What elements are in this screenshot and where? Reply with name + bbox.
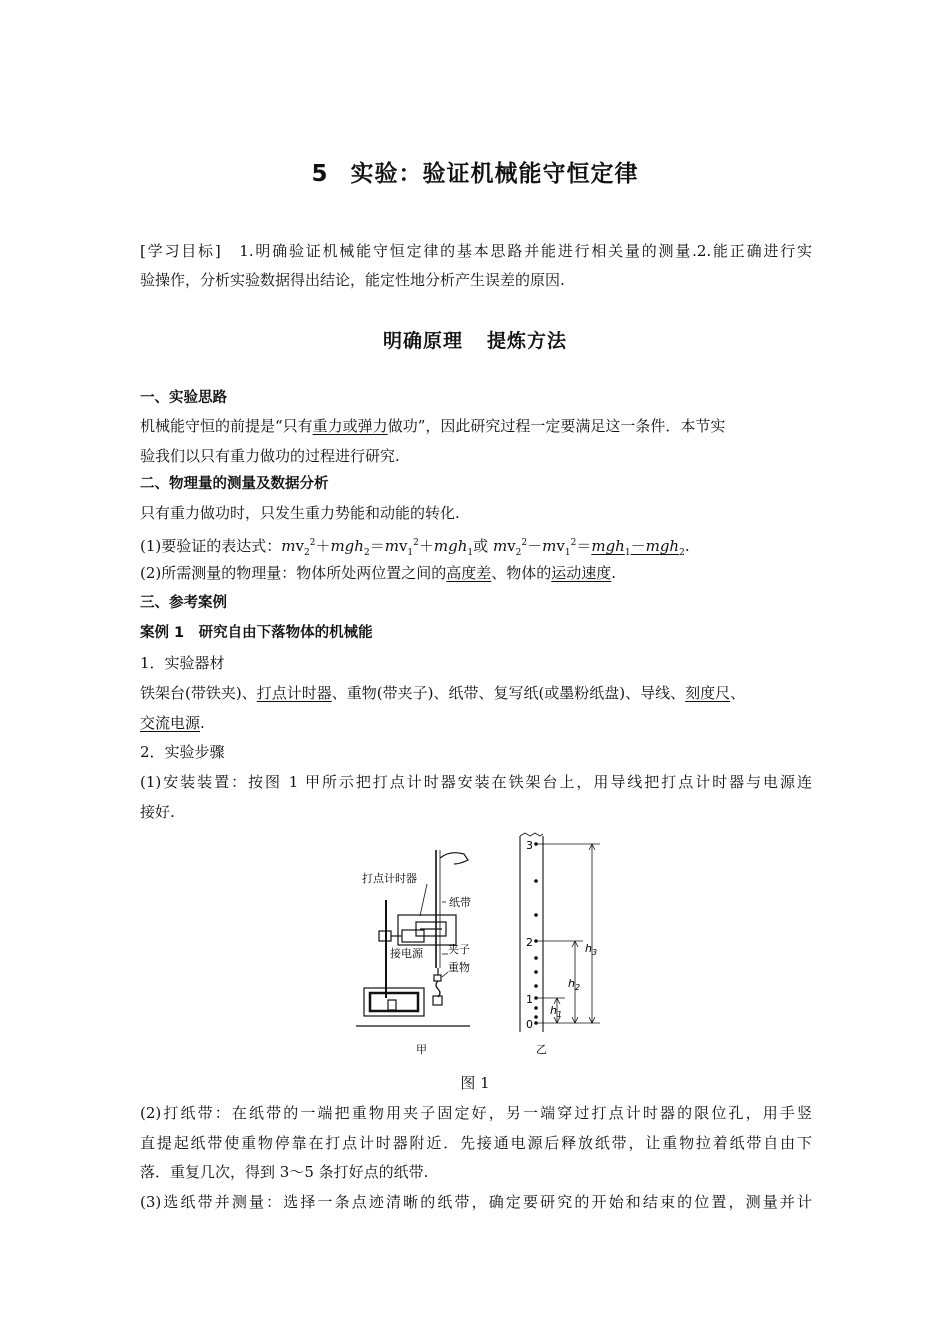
idea-line-2: 验我们以只有重力做功的过程进行研究. <box>140 447 400 465</box>
step-1-line-2: 接好. <box>140 803 175 821</box>
weight <box>433 996 442 1005</box>
label-tape: 纸带 <box>449 896 471 909</box>
label-yi: 乙 <box>536 1043 547 1056</box>
case-1-title: 案例 1 研究自由下落物体的机械能 <box>140 625 373 641</box>
formula-line: (1)要验证的表达式：$mv_2^2+mgh_2=mv_1^2+mgh_1$或 $mv_2^2-mv_1^2=mgh_1-mgh_2$. <box>140 537 690 558</box>
step-2-line-1: (2)打纸带：在纸带的一端把重物用夹子固定好，另一端穿过打点计时器的限位孔，用手竖 <box>140 1104 812 1122</box>
figure-1 <box>350 830 620 1060</box>
label-weight: 重物 <box>448 961 470 974</box>
label-h1: $h_1$ <box>550 1004 563 1019</box>
heading-reference-cases: 三、参考案例 <box>140 595 227 611</box>
tape-number-3: 3 <box>526 839 533 852</box>
step-3-line-1: (3)选纸带并测量：选择一条点迹清晰的纸带，确定要研究的开始和结束的位置，测量并计 <box>140 1193 812 1211</box>
figure-caption: 图 1 <box>460 1074 490 1092</box>
objectives-line-1: [学习目标] 1.明确验证机械能守恒定律的基本思路并能进行相关量的测量.2.能正确进行实 <box>140 242 812 260</box>
section-title-right: 提炼方法 <box>487 330 568 352</box>
idea-line-1: 机械能守恒的前提是“只有重力或弹力做功”，因此研究过程一定要满足这一条件．本节实 <box>140 417 726 435</box>
base-block <box>388 1000 396 1010</box>
equipment-line-2: 交流电源. <box>140 714 205 732</box>
label-h2: $h_2$ <box>568 977 581 992</box>
clip-hook <box>436 981 440 997</box>
tape-number-2: 2 <box>526 936 533 949</box>
label-power: 接电源 <box>390 947 423 960</box>
heading-experiment-idea: 一、实验思路 <box>140 390 227 406</box>
step-1-line-1: (1)安装装置：按图 1 甲所示把打点计时器安装在铁架台上，用导线把打点计时器与电源连 <box>140 773 812 791</box>
equipment-line-1: 铁架台(带铁夹)、打点计时器、重物(带夹子)、纸带、复写纸(或墨粉纸盘)、导线、刻度尺、 <box>140 684 746 702</box>
clip <box>434 975 441 981</box>
label-clip: 夹子 <box>448 943 470 956</box>
figure-1-drawing <box>350 830 620 1060</box>
label-h3: $h_3$ <box>585 942 598 957</box>
tape-number-1: 1 <box>526 993 533 1006</box>
objectives-line-2: 验操作，分析实验数据得出结论，能定性地分析产生误差的原因. <box>140 271 565 289</box>
label-timer: 打点计时器 <box>362 872 417 885</box>
label-jia: 甲 <box>416 1043 427 1056</box>
step-2-line-3: 落．重复几次，得到 3～5 条打好点的纸带. <box>140 1163 429 1181</box>
tape-dots <box>534 842 538 1025</box>
title-number: 5 <box>311 161 329 187</box>
heading-measurement: 二、物理量的测量及数据分析 <box>140 476 329 492</box>
section-title <box>0 326 950 353</box>
hand <box>440 853 468 864</box>
equipment-heading: 1．实验器材 <box>140 654 225 672</box>
section-title-left: 明确原理 <box>382 330 463 352</box>
measurement-line-3: (2)所需测量的物理量：物体所处两位置之间的高度差、物体的运动速度. <box>140 564 617 582</box>
measurement-line-1: 只有重力做功时，只发生重力势能和动能的转化. <box>140 504 460 522</box>
steps-heading: 2．实验步骤 <box>140 743 225 761</box>
page-title <box>0 155 950 188</box>
tape-number-0: 0 <box>526 1018 533 1031</box>
step-2-line-2: 直提起纸带使重物停靠在打点计时器附近．先接通电源后释放纸带，让重物拉着纸带自由下 <box>140 1134 812 1152</box>
title-text: 实验：验证机械能守恒定律 <box>350 161 639 187</box>
